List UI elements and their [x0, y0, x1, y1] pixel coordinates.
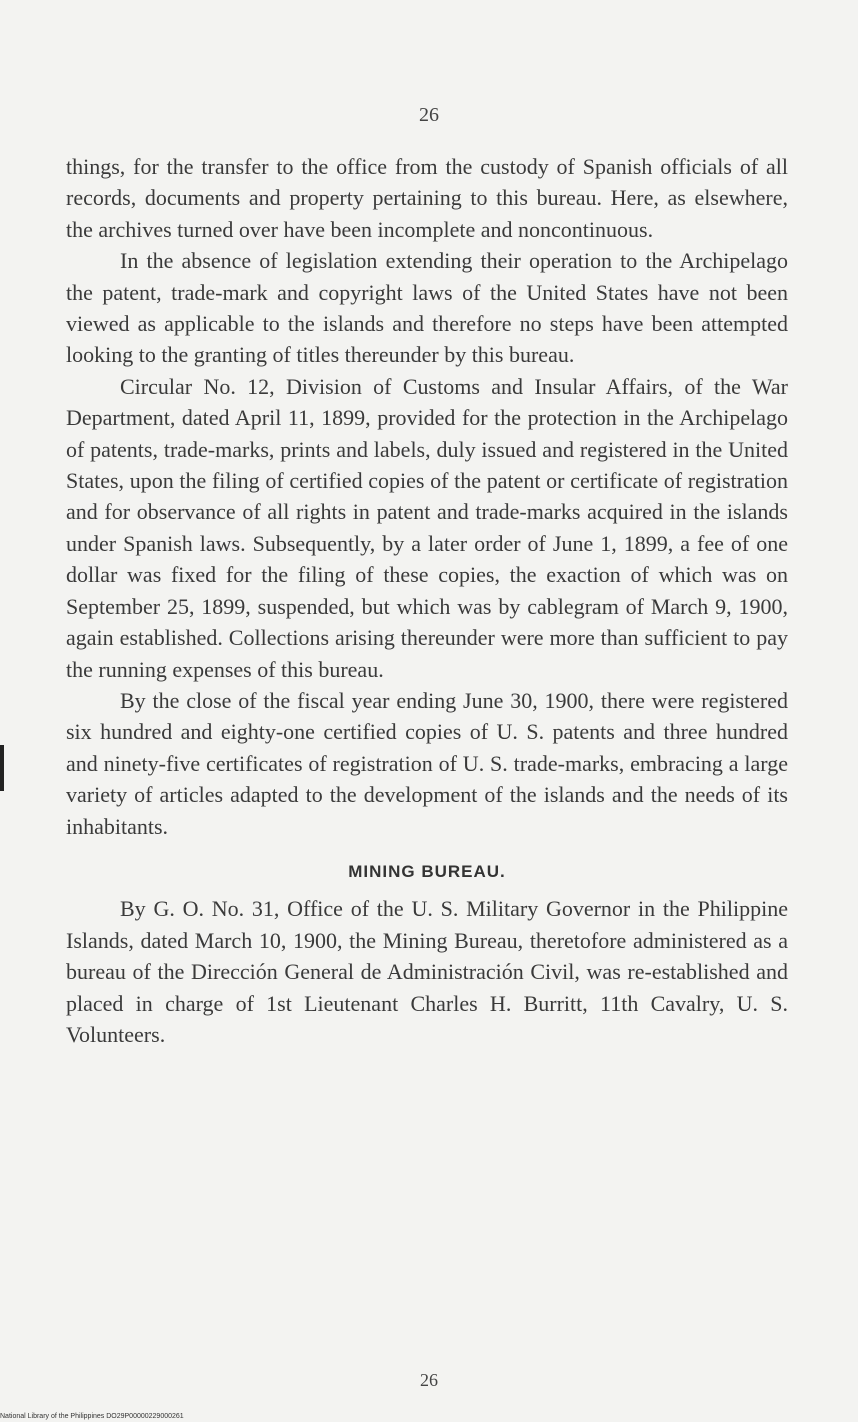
paragraph-circular: Circular No. 12, Division of Customs and Insular Affairs, of the War Department, dated April 11, 1899, provided for the protection in the Archipelago of patents, trade-marks, prints and labels, duly issued and registered in the United States, upon the filing of certified copies of the patent or certificate of registration and for observance of all rights in patent and trade-marks acquired in the islands under Spanish laws. Subsequently, by a later order of June 1, 1899, a fee of one dollar was fixed for the filing of these copies, the exaction of which was on September 25, 1899, suspended, but which was by cablegram of March 9, 1900, again established. Collections arising thereunder were more than sufficient to pay the running expenses of this bureau.: [66, 373, 788, 682]
page-number-bottom: 26: [420, 1370, 438, 1390]
scan-edge-mark: [0, 745, 4, 791]
body-text: [66, 151, 788, 1050]
paragraph-continuation: things, for the transfer to the office from the custody of Spanish officials of all records, documents and property pertaining to this bureau. Here, as elsewhere, the archives turned over have been incomplete and noncontinuous.: [66, 154, 788, 242]
page-number-top: 26: [419, 104, 439, 126]
paragraph-mining-bureau: By G. O. No. 31, Office of the U. S. Military Governor in the Philippine Islands, dated March 10, 1900, the Mining Bureau, theretofore administered as a bureau of the Dirección General de Administración Civil, was re-established and placed in charge of 1st Lieutenant Charles H. Burritt, 11th Cavalry, U. S. Volunteers.: [66, 896, 788, 1047]
section-heading: MINING BUREAU.: [348, 861, 506, 881]
library-stamp: National Library of the Philippines DO29P00000229000261: [0, 1413, 184, 1420]
paragraph-legislation: In the absence of legislation extending their operation to the Archipelago the patent, trade-mark and copyright laws of the United States have not been viewed as applicable to the islands and therefore no steps have been attempted looking to the granting of titles thereunder by this bureau.: [66, 248, 788, 368]
paragraph-registrations: By the close of the fiscal year ending June 30, 1900, there were registered six hundred and eighty-one certified copies of U. S. patents and three hundred and ninety-five certificates of registration of U. S. trade-marks, embracing a large variety of articles adapted to the development of the islands and the needs of its inhabitants.: [66, 687, 788, 839]
